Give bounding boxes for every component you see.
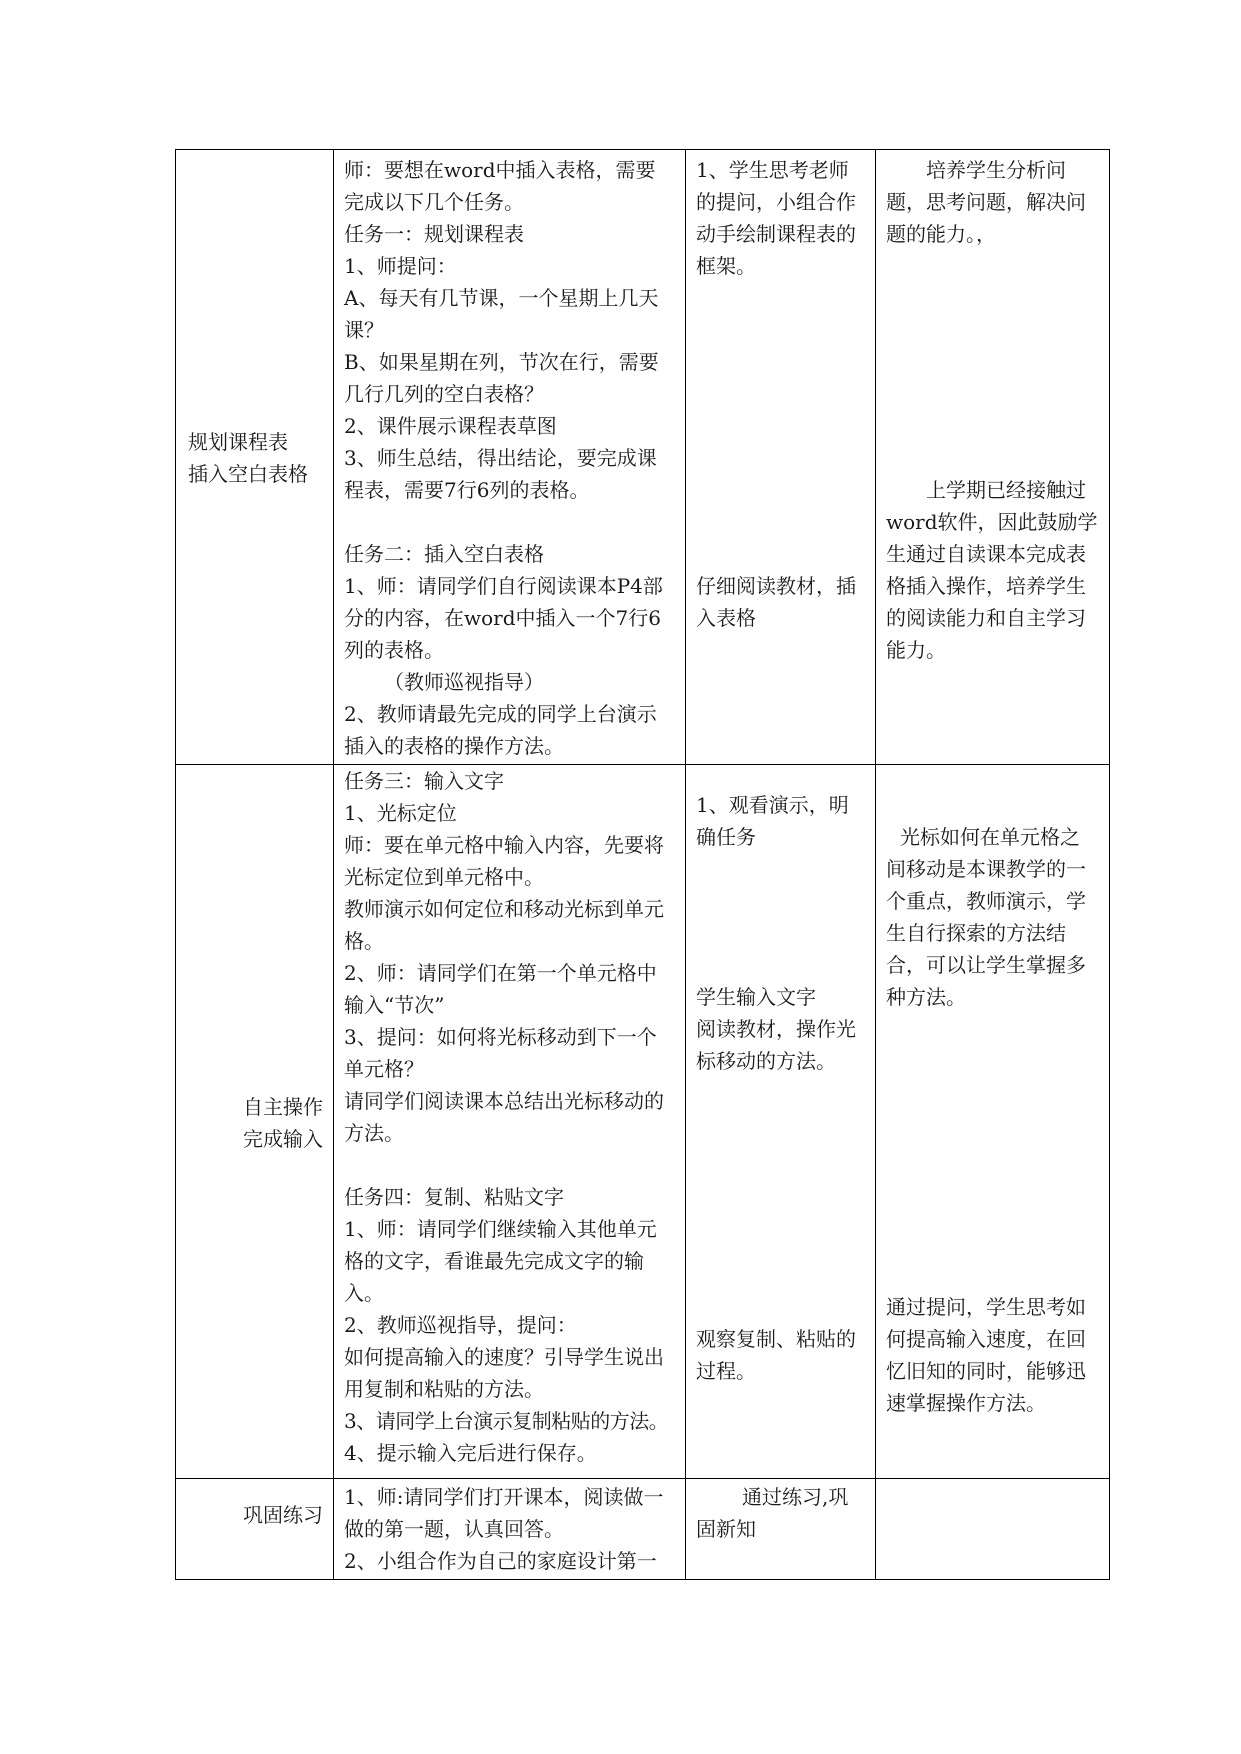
task-heading: 任务二：插入空白表格 xyxy=(344,542,544,566)
teacher-text: B、如果星期在列，节次在行，需要几行几列的空白表格？ xyxy=(344,350,659,406)
design-intent-cell xyxy=(876,765,1110,1479)
student-text: 1、学生思考老师的提问，小组合作动手绘制课程表的框架。 xyxy=(696,158,856,278)
teacher-activity-cell xyxy=(334,765,686,1479)
design-intent-cell xyxy=(876,1479,1110,1580)
stage-label: 规划课程表 xyxy=(188,430,288,454)
teacher-text: （教师巡视指导） xyxy=(384,670,544,694)
stage-label: 完成输入 xyxy=(243,1126,323,1151)
stage-label: 插入空白表格 xyxy=(188,462,308,486)
intent-text: 上学期已经接触过word软件，因此鼓励学生通过自读课本完成表格插入操作，培养学生的阅读能力和自主学习能力。 xyxy=(886,478,1098,662)
teacher-text: 如何提高输入的速度？引导学生说出用复制和粘贴的方法。 xyxy=(344,1345,664,1401)
design-intent-cell xyxy=(876,150,1110,765)
student-text: 阅读教材，操作光标移动的方法。 xyxy=(696,1017,856,1073)
table-row xyxy=(176,1479,1110,1580)
intent-text: 培养学生分析问题，思考问题，解决问题的能力。， xyxy=(886,158,1086,246)
lesson-plan-table xyxy=(175,149,1110,1580)
stage-label: 巩固练习 xyxy=(243,1503,323,1527)
table-row xyxy=(176,765,1110,1479)
teacher-text: 1、师提问： xyxy=(344,254,457,278)
stage-cell xyxy=(176,1479,334,1580)
teacher-text: 4、提示输入完后进行保存。 xyxy=(344,1441,597,1465)
teacher-text: 3、提问：如何将光标移动到下一个单元格？ xyxy=(344,1025,657,1081)
teacher-text: 2、师：请同学们在第一个单元格中输入“节次” xyxy=(344,961,657,1017)
teacher-text: 2、小组合作为自己的家庭设计第一 xyxy=(344,1549,657,1573)
task-heading: 任务一：规划课程表 xyxy=(344,222,524,246)
teacher-text: 1、师：请同学们自行阅读课本P4部分的内容，在word中插入一个7行6列的表格。 xyxy=(344,574,663,662)
teacher-text: 1、师：请同学们继续输入其他单元格的文字，看谁最先完成文字的输入。 xyxy=(344,1217,657,1305)
teacher-text: A、每天有几节课，一个星期上几天课？ xyxy=(344,286,659,342)
student-text: 观察复制、粘贴的过程。 xyxy=(696,1327,856,1383)
teacher-text: 3、请同学上台演示复制粘贴的方法。 xyxy=(344,1409,669,1433)
student-text: 通过练习,巩固新知 xyxy=(696,1485,849,1541)
student-text: 学生输入文字 xyxy=(696,985,816,1009)
teacher-text: 师：要想在word中插入表格，需要完成以下几个任务。 xyxy=(344,158,656,214)
intent-text: 光标如何在单元格之间移动是本课教学的一个重点，教师演示，学生自行探索的方法结合，可以让学生掌握多种方法。 xyxy=(886,825,1086,1009)
teacher-activity-cell xyxy=(334,1479,686,1580)
student-activity-cell xyxy=(686,150,876,765)
teacher-text: 2、教师巡视指导，提问： xyxy=(344,1313,577,1337)
student-activity-cell xyxy=(686,1479,876,1580)
task-heading: 任务四：复制、粘贴文字 xyxy=(344,1185,564,1209)
student-text: 仔细阅读教材，插入表格 xyxy=(696,574,856,630)
student-text: 1、观看演示，明确任务 xyxy=(696,793,849,849)
teacher-activity-cell xyxy=(334,150,686,765)
teacher-text: 教师演示如何定位和移动光标到单元格。 xyxy=(344,897,664,953)
teacher-text: 3、师生总结，得出结论，要完成课程表，需要7行6列的表格。 xyxy=(344,446,657,502)
teacher-text: 2、课件展示课程表草图 xyxy=(344,414,557,438)
stage-label: 自主操作 xyxy=(243,1094,323,1119)
teacher-text: 1、师:请同学们打开课本，阅读做一做的第一题，认真回答。 xyxy=(344,1485,664,1541)
teacher-text: 1、光标定位 xyxy=(344,801,457,825)
teacher-text: 请同学们阅读课本总结出光标移动的方法。 xyxy=(344,1089,664,1145)
stage-cell xyxy=(176,150,334,765)
intent-text: 通过提问，学生思考如何提高输入速度，在回忆旧知的同时，能够迅速掌握操作方法。 xyxy=(886,1295,1086,1415)
student-activity-cell xyxy=(686,765,876,1479)
teacher-text: 2、教师请最先完成的同学上台演示插入的表格的操作方法。 xyxy=(344,702,657,758)
task-heading: 任务三：输入文字 xyxy=(344,769,504,793)
table-row xyxy=(176,150,1110,765)
stage-cell xyxy=(176,765,334,1479)
teacher-text: 师：要在单元格中输入内容，先要将光标定位到单元格中。 xyxy=(344,833,664,889)
